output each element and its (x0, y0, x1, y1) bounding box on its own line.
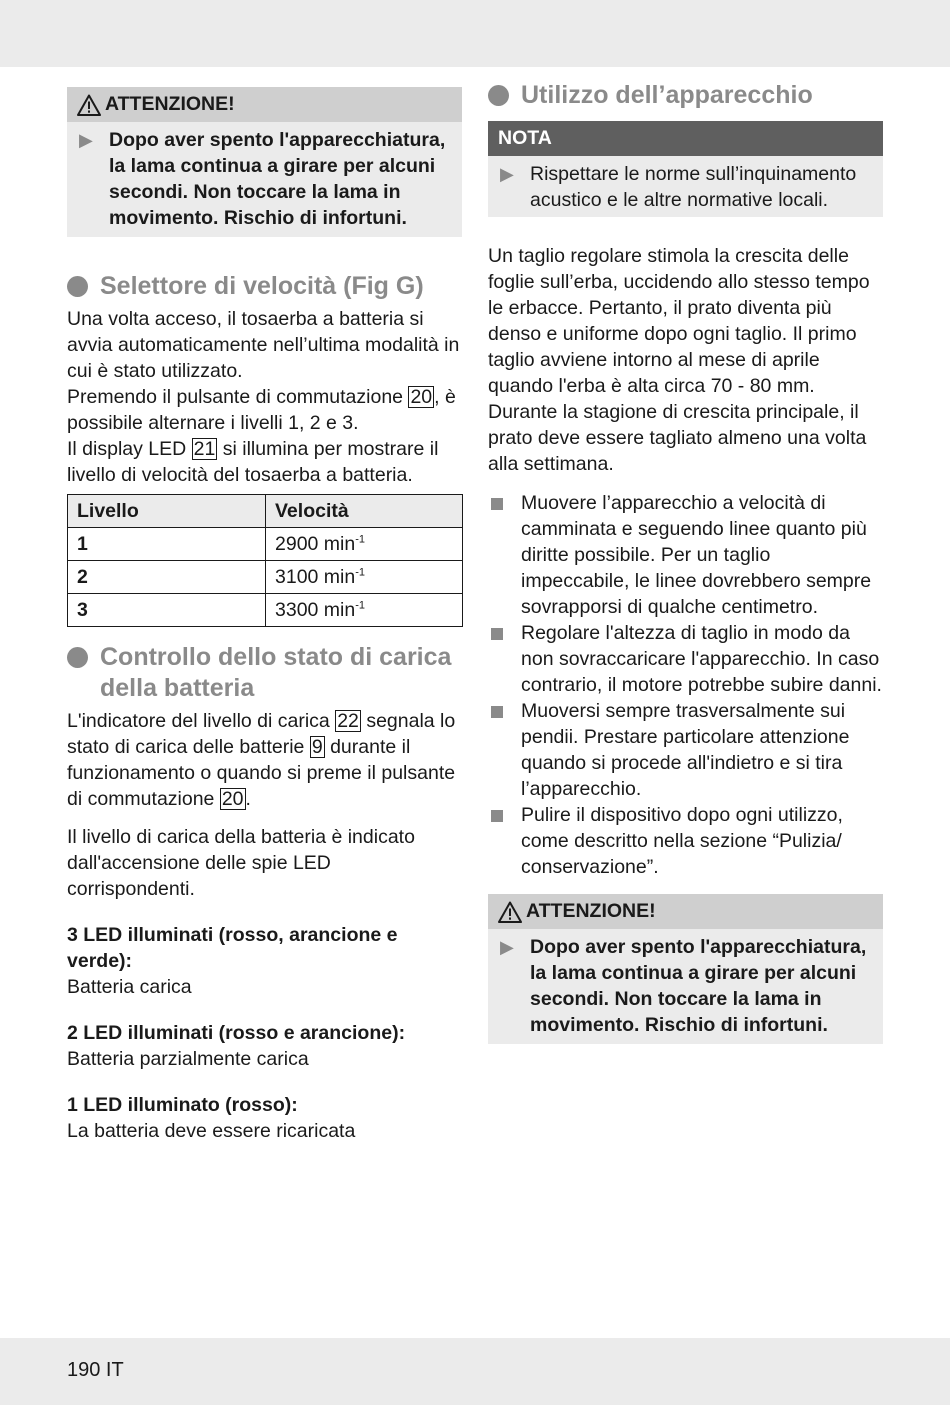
reference-number: 22 (337, 710, 359, 732)
speed-paragraph-1: Una volta acceso, il tosaerba a batteria si avvia automaticamente nell’ultima modalità in cui è stato utilizzato. (67, 308, 460, 382)
list-item: Muoversi sempre trasversalmente sui pendii. Prestare particolare attenzione quando si procede all'indietro e si tira l’apparecchio. (488, 698, 883, 802)
table-cell-level: 3 (68, 594, 266, 627)
led-state-block (67, 1092, 462, 1144)
note-box (488, 121, 883, 217)
note-text: Rispettare le norme sull’inquinamento acustico e le altre normative locali. (530, 163, 857, 211)
play-triangle-icon: ▶ (79, 130, 93, 150)
section-heading-battery-check: Controllo dello stato di carica della batteria (67, 642, 462, 704)
led-state-block (67, 922, 462, 1000)
warning-text: Dopo aver spento l'apparecchiatura, la lama continua a girare per alcuni secondi. Non toccare la lama in movimento. Rischio di infortuni. (530, 936, 867, 1036)
mowing-paragraph: Un taglio regolare stimola la crescita delle foglie sull’erba, uccidendo allo stesso tempo le erbacce. Pertanto, il prato diventa più denso e uniforme dopo ogni taglio. Il primo taglio avviene intorno al mese di aprile quando l'erba è alta circa 70 - 80 mm. Durante la stagione di crescita principale, il prato deve essere tagliato almeno una volta alla settimana. (488, 245, 870, 475)
section-heading-speed-selector: Selettore di velocità (Fig G) (67, 271, 462, 302)
warning-box-bottom (488, 894, 883, 1044)
right-column (488, 80, 883, 1044)
mowing-bullet-list (488, 490, 883, 880)
table-header-row (68, 495, 463, 528)
reference-number: 20 (410, 386, 433, 408)
led-state-description: Batteria carica (67, 976, 192, 998)
table-header-level: Livello (68, 495, 266, 528)
square-bullet-icon (488, 620, 521, 698)
table-row (68, 594, 463, 627)
list-item: Muovere l’apparecchio a velocità di camminata e seguendo linee quanto più diritte possibile. Per un taglio impeccabile, le linee dovrebbero sempre sovrapporsi di qualche centimetro. (488, 490, 883, 620)
led-state-description: Batteria parzialmente carica (67, 1048, 309, 1070)
warning-triangle-icon (498, 901, 522, 923)
reference-number: 21 (193, 438, 216, 460)
battery-paragraph-2: Il livello di carica della batteria è indicato dall'accensione delle spie LED corrispondenti. (67, 826, 415, 900)
bullet-dot-icon (67, 647, 88, 668)
speed-paragraph-3: Il display LED 21 si illumina per mostrare il livello di velocità del tosaerba a batteria. (67, 438, 439, 486)
left-column (67, 87, 462, 1144)
warning-header (67, 87, 462, 122)
table-cell-level: 1 (68, 528, 266, 561)
led-state-label: 3 LED illuminati (rosso, arancione e verde): (67, 924, 398, 972)
play-triangle-icon: ▶ (500, 937, 514, 957)
reference-number: 20 (221, 788, 244, 810)
page-number: 190 IT (67, 1359, 124, 1381)
play-triangle-icon: ▶ (500, 164, 514, 184)
square-bullet-icon (488, 802, 521, 880)
table-header-speed: Velocità (266, 495, 463, 528)
table-cell-level: 2 (68, 561, 266, 594)
led-state-label: 1 LED illuminato (rosso): (67, 1094, 298, 1116)
warning-title: ATTENZIONE! (526, 900, 656, 922)
top-margin-band (0, 0, 950, 67)
bottom-margin-band (0, 1338, 950, 1405)
table-row (68, 528, 463, 561)
battery-paragraph-1: L'indicatore del livello di carica 22 segnala lo stato di carica delle batterie 9 durante il funzionamento o quando si preme il pulsante di commutazione 20 . (67, 710, 456, 810)
table-cell-speed: 3100 $\min^{-1}$ (266, 561, 463, 594)
square-bullet-icon (488, 490, 521, 620)
led-state-description: La batteria deve essere ricaricata (67, 1120, 356, 1142)
speed-paragraph-2: Premendo il pulsante di commutazione 20 , è possibile alternare i livelli 1, 2 e 3. (67, 386, 456, 434)
warning-triangle-icon (77, 94, 101, 116)
speed-table (67, 494, 463, 627)
list-item: Regolare l'altezza di taglio in modo da non sovraccaricare l'apparecchio. In caso contrario, il motore potrebbe subire danni. (488, 620, 883, 698)
warning-title: ATTENZIONE! (105, 93, 235, 115)
warning-header (488, 894, 883, 929)
bullet-dot-icon (67, 276, 88, 297)
table-cell-speed: 3300 $\min^{-1}$ (266, 594, 463, 627)
warning-box-top (67, 87, 462, 237)
square-bullet-icon (488, 698, 521, 802)
led-state-label: 2 LED illuminati (rosso e arancione): (67, 1022, 406, 1044)
list-item: Pulire il dispositivo dopo ogni utilizzo, come descritto nella sezione “Pulizia/ conservazione”. (488, 802, 883, 880)
section-heading-device-use: Utilizzo dell’apparecchio (488, 80, 883, 111)
bullet-dot-icon (488, 85, 509, 106)
reference-number: 9 (311, 736, 323, 758)
table-cell-speed: 2900 $\min^{-1}$ (266, 528, 463, 561)
note-header: NOTA (488, 121, 883, 156)
table-row (68, 561, 463, 594)
led-state-block (67, 1020, 462, 1072)
warning-text: Dopo aver spento l'apparecchiatura, la lama continua a girare per alcuni secondi. Non toccare la lama in movimento. Rischio di infortuni. (109, 129, 446, 229)
